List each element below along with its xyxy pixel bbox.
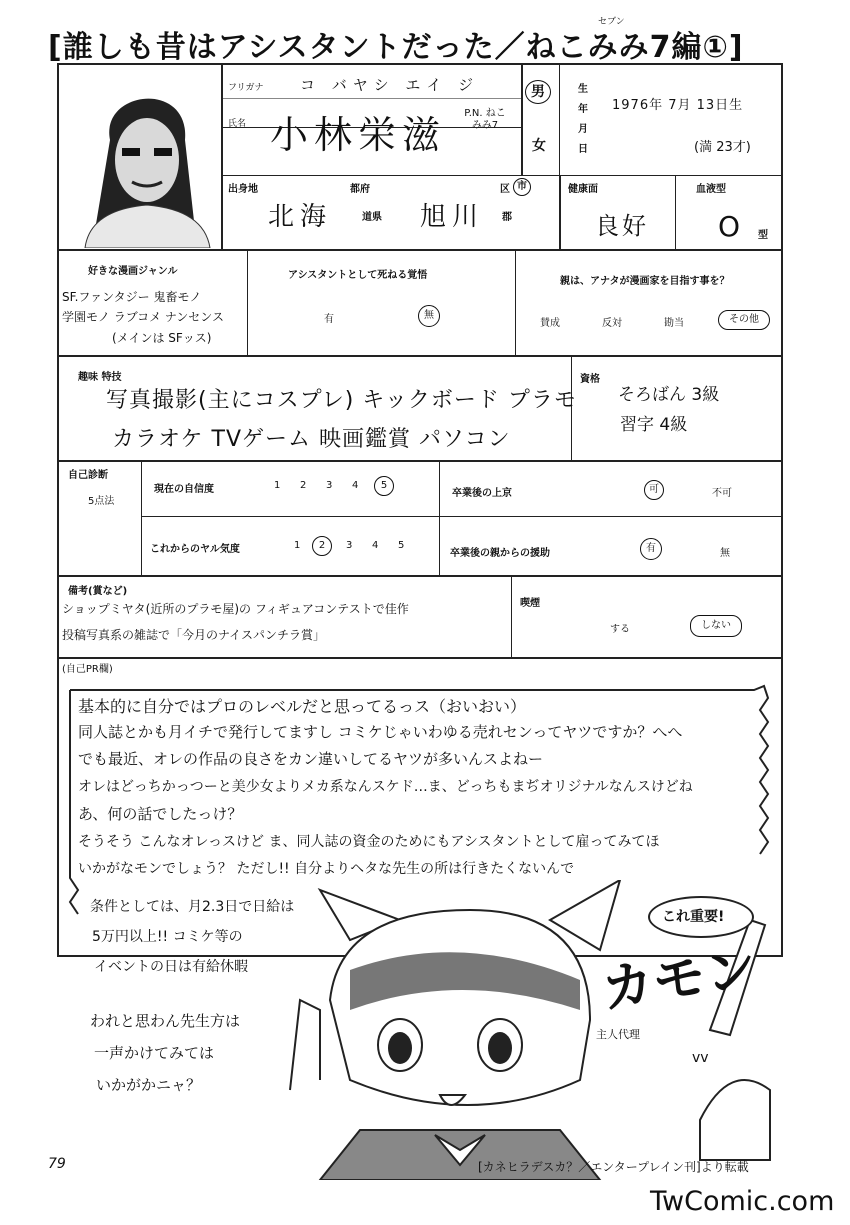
move-label: 卒業後の上京 [452,488,512,499]
birthplace-pref-value: 北海 [268,202,333,232]
pr-line-6: いかがなモンでしょう？ ただし!! 自分よりヘタな先生の所は行きたくないんで [78,861,575,877]
gender-male-circled: 男 [525,80,551,104]
pr-cond-line-0: 条件としては、月2.3日で日給は [90,899,295,915]
support-no: 無 [720,548,730,559]
pr-line-2: でも最近、オレの作品の良さをカン違いしてるヤツが多いんスよねー [78,750,544,768]
notes-label: 備考(賞など) [68,586,128,597]
motivation-label: これからのヤル気度 [150,544,240,555]
motivation-1: 1 [294,540,301,551]
manga-genre-1: SF.ファンタジー 鬼畜モノ [62,290,202,304]
manga-genre-3: (メインは SFッス) [112,331,212,345]
confidence-label: 現在の自信度 [154,484,214,495]
smoking-yes: する [610,624,630,635]
hobbies-line-1: 写真撮影(主にコスプレ) キックボード プラモ [106,388,577,413]
hobbies-label: 趣味 特技 [78,372,122,383]
page-number: 79 [48,1156,66,1172]
move-no: 不可 [712,488,732,499]
birth-label-2: 年 [578,104,588,115]
motivation-5: 5 [398,540,405,551]
furigana-value: コ バヤシ エイ ジ [300,76,480,94]
motivation-3: 3 [346,540,353,551]
confidence-1: 1 [274,480,281,491]
self-eval-sublabel: 5点法 [88,496,115,507]
camon-text: カモン [597,939,761,1021]
pr-closing-line-1: 一声かけてみては [94,1044,215,1062]
pr-label: (自己PR欄) [62,664,113,675]
blood-label: 血液型 [696,184,726,195]
page-title: [誰しも昔はアシスタントだった／ねこみみ7編①] [48,30,744,65]
confidence-5-circled: 5 [374,476,394,496]
birthplace-pref-label: 都府 [350,184,370,195]
name-label: 氏名 [228,119,247,129]
birth-label-1: 生 [578,84,588,95]
gender-female: 女 [532,138,546,154]
smoking-no-circled: しない [690,615,742,637]
pr-line-1: 同人誌とかも月イチで発行してますし コミケじゃいわゆる売れセンってヤツですか？へへ [78,723,683,741]
pr-cond-line-1: 5万円以上!! コミケ等の [92,929,243,945]
motivation-4: 4 [372,540,379,551]
manga-genre-label: 好きな漫画ジャンル [88,266,178,277]
move-yes-circled: 可 [644,480,664,500]
confidence-3: 3 [326,480,333,491]
parents-opt-0: 賛成 [540,318,560,329]
pr-closing-line-2: いかがかニャ？ [96,1076,202,1094]
self-eval-label: 自己診断 [68,470,108,481]
pen-name: P.N. ねこみみ7 [464,108,506,131]
birthplace-ken-label: 道県 [362,212,382,223]
source-credit: [カネヒラデスカ？／エンタープレイン刊]より転載 [478,1160,749,1174]
agent-label: 主人代理 [596,1028,640,1041]
birthplace-shi-circled: 市 [513,178,531,196]
birth-label-3: 月 [578,124,588,135]
birthplace-gun-label: 郡 [502,212,512,223]
parents-opt-1: 反対 [602,318,622,329]
pr-line-3: オレはどっちかっつーと美少女よりメカ系なんスケド…ま、どっちもまぢオリジナルなんスけどね [78,779,693,795]
qualification-1: そろばん 3級 [618,385,720,405]
birth-label-4: 日 [578,144,588,155]
title-ruby: セブン [598,17,625,27]
support-label: 卒業後の親からの援助 [450,548,550,559]
birthplace-ku-label: 区 [500,184,510,195]
smoking-label: 喫煙 [520,598,540,609]
pr-line-0: 基本的に自分ではプロのレベルだと思ってるっス（おいおい） [78,697,527,716]
birthplace-label: 出身地 [228,184,258,195]
parents-label: 親は、アナタが漫画家を目指す事を？ [560,276,730,287]
pr-line-5: そうそう こんなオレっスけど ま、同人誌の資金のためにもアシスタントとして雇ってみてほ [78,834,660,850]
qualification-2: 習字 4級 [620,415,688,435]
support-yes-circled: 有 [640,538,662,560]
motivation-2-circled: 2 [312,536,332,556]
notes-line-1: ショップミヤタ(近所のプラモ屋)の フィギュアコンテストで佳作 [62,602,409,616]
qualifications-label: 資格 [580,374,600,385]
notes-line-2: 投稿写真系の雑誌で「今月のナイスパンチラ賞」 [62,628,326,642]
resolve-label: アシスタントとして死ねる覚悟 [288,270,428,281]
furigana-label: フリガナ [228,83,264,93]
birth-date: 1976年 7月 13日生 [612,98,744,113]
health-label: 健康面 [568,184,598,195]
applicant-photo [70,70,220,248]
hobbies-line-2: カラオケ TVゲーム 映画鑑賞 パソコン [112,427,511,452]
blood-suffix: 型 [758,230,768,241]
blood-value: O [718,210,741,243]
age: (満 23才) [694,140,751,155]
confidence-4: 4 [352,480,359,491]
confidence-2: 2 [300,480,307,491]
resolve-no-circled: 無 [418,305,440,327]
agent-marks: vv [692,1050,709,1066]
pr-cond-line-2: イベントの日は有給休暇 [94,959,248,975]
resolve-yes: 有 [324,314,334,325]
speech-bubble-text: これ重要! [662,909,725,925]
birthplace-city-value: 旭川 [420,202,485,232]
parents-opt-2: 勘当 [664,318,684,329]
parents-opt-3-circled: その他 [718,310,770,330]
health-value: 良好 [595,212,649,240]
watermark: TwComic.com [650,1186,835,1217]
pr-closing-line-0: われと思わん先生方は [90,1012,241,1030]
pr-line-4: あ、何の話でしたっけ？ [78,805,243,823]
name-value: 小林栄滋 [270,113,447,157]
manga-genre-2: 学園モノ ラブコメ ナンセンス [62,310,224,324]
